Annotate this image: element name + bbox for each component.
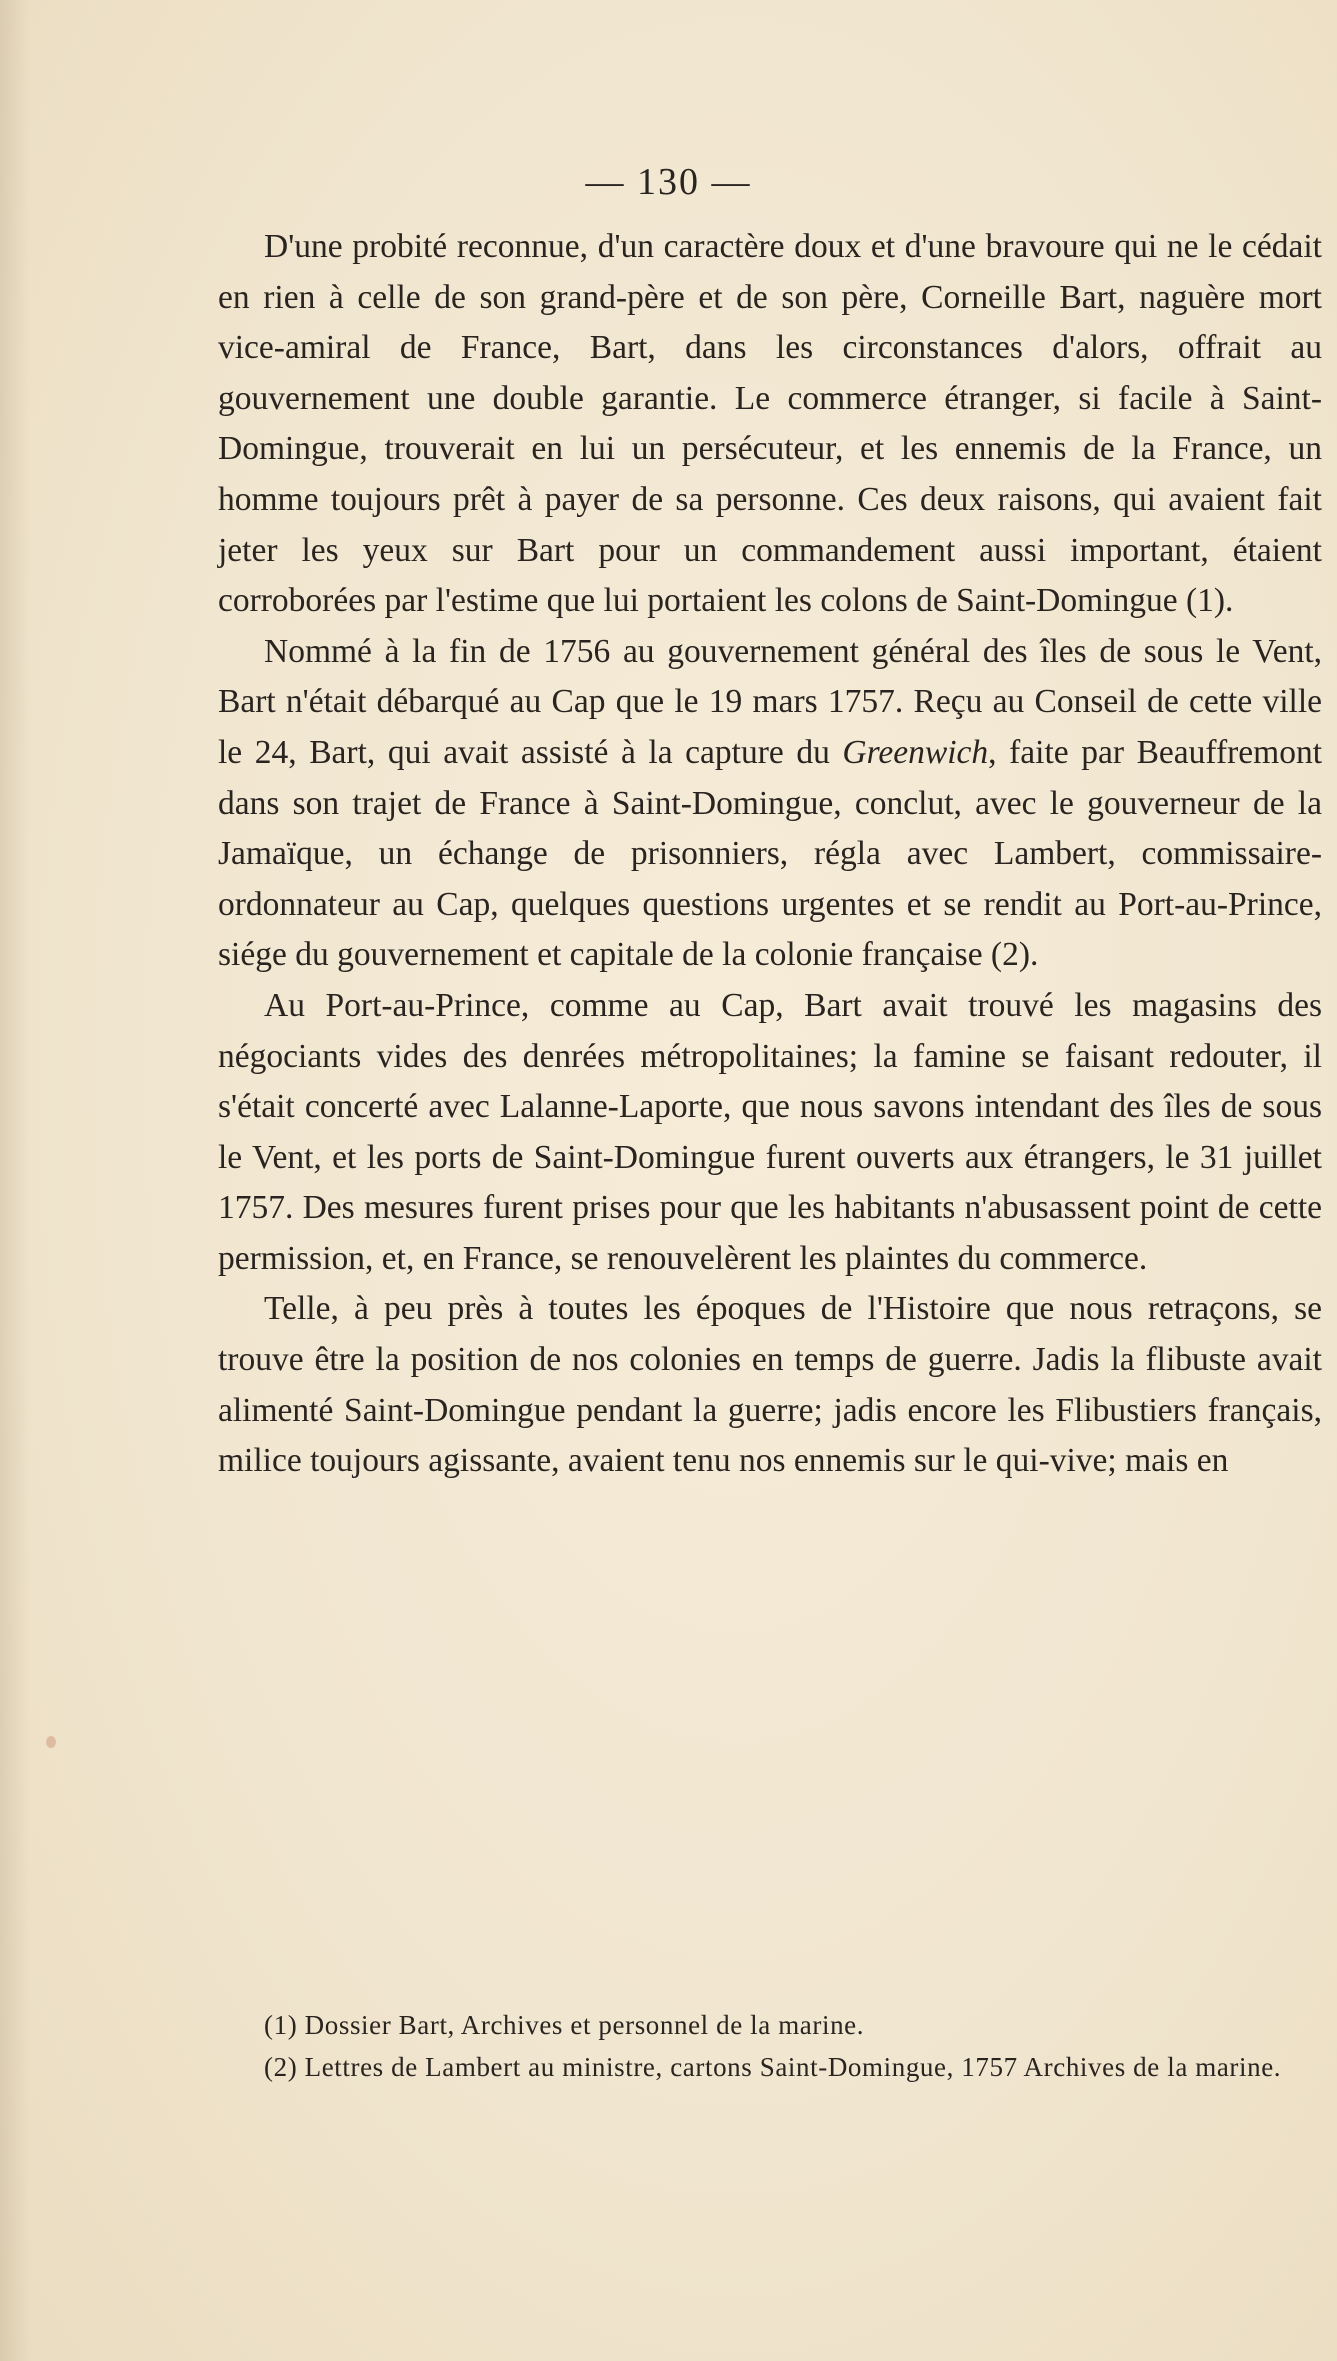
footnotes	[218, 2004, 1322, 2088]
paragraph-4: Telle, à peu près à toutes les époques de l'Histoire que nous retraçons, se trouve être la position de nos colonies en temps de guerre. Jadis la flibuste avait alimenté Saint-Domingue pendant la guerre; jadis encore les Flibustiers français, milice toujours agissante, avaient tenu nos ennemis sur le qui-vive; mais en	[218, 1290, 1322, 1480]
ship-name: Greenwich	[842, 733, 989, 771]
paragraph-2: Nommé à la fin de 1756 au gouvernement général des îles de sous le Vent, Bart n'était débarqué au Cap que le 19 mars 1757. Reçu au Conseil de cette ville le 24, Bart, qui avait assisté à la capture du Greenwich, faite par Beauffremont dans son trajet de France à Saint-Domingue, conclut, avec le gouverneur de la Jamaïque, un échange de prisonniers, régla avec Lambert, commissaire-ordonnateur au Cap, quelques questions urgentes et se rendit au Port-au-Prince, siége du gouvernement et capitale de la colonie française (2).	[218, 632, 1323, 974]
paragraph-1: D'une probité reconnue, d'un caractère doux et d'une bravoure qui ne le cédait en rien à celle de son grand-père et de son père, Corneille Bart, naguère mort vice-amiral de France, Bart, dans les circonstances d'alors, offrait au gouvernement une double garantie. Le commerce étranger, si facile à Saint-Domingue, trouverait en lui un persécuteur, et les ennemis de la France, un homme toujours prêt à payer de sa personne. Ces deux raisons, qui avaient fait jeter les yeux sur Bart pour un commandement aussi important, étaient corroborées par l'estime que lui portaient les colons de Saint-Domingue (1).	[218, 228, 1322, 620]
page-edge-shadow	[0, 0, 30, 2361]
paragraph-3: Au Port-au-Prince, comme au Cap, Bart avait trouvé les magasins des négociants vides des denrées métropolitaines; la famine se faisant redouter, il s'était concerté avec Lalanne-Laporte, que nous savons intendant des îles de sous le Vent, et les ports de Saint-Domingue furent ouverts aux étrangers, le 31 juillet 1757. Des mesures furent prises pour que les habitants n'abusassent point de cette permission, et, en France, se renouvelèrent les plaintes du commerce.	[218, 986, 1322, 1277]
footnote-2: (2) Lettres de Lambert au ministre, cartons Saint-Domingue, 1757 Archives de la marine.	[264, 2052, 1282, 2082]
main-text	[218, 222, 1322, 1487]
paper-stain	[46, 1736, 56, 1748]
page-number: — 130 —	[585, 161, 752, 203]
footnote-1: (1) Dossier Bart, Archives et personnel de la marine.	[264, 2010, 865, 2040]
